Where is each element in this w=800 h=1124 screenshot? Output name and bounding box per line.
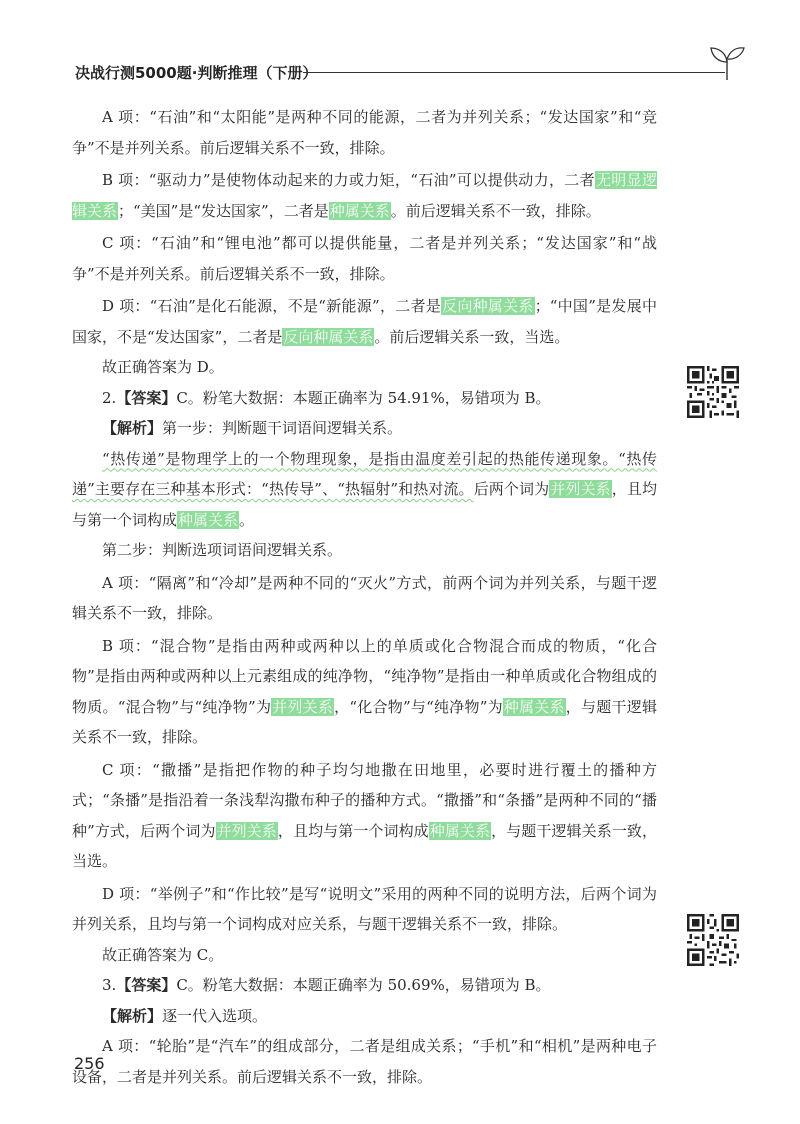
answer-label: 【答案】 xyxy=(116,388,177,407)
page-number: 256 xyxy=(74,1054,105,1073)
highlight-mark: 种属关系 xyxy=(429,821,491,840)
paragraph-2: D 项：“石油”是化石能源，不是“新能源”，二者是反向种属关系；“中国”是发展中国家，不是“发达国家”，二者是反向种属关系。前后逻辑关系一致，当选。 xyxy=(72,297,657,346)
analysis-label: 【解析】 xyxy=(102,419,163,437)
highlight-mark: 种属关系 xyxy=(329,201,390,220)
paragraph-2: A 项：“隔离”和“冷却”是两种不同的“灭火”方式，前两个词为并列关系，与题干逻辑关系不一致，排除。 xyxy=(72,573,657,622)
highlight-mark: 反向种属关系 xyxy=(442,297,534,315)
paragraph-2: B 项：“驱动力”是使物体动起来的力或力矩，“石油”可以提供动力，二者无明显逻辑关系；“美国”是“发达国家”，二者是种属关系。前后逻辑关系不一致，排除。 xyxy=(72,171,657,220)
paragraph-2: A 项：“石油”和“太阳能”是两种不同的能源，二者为并列关系；“发达国家”和“竞争”不是并列关系。前后逻辑关系不一致，排除。 xyxy=(72,108,657,157)
paragraph-2: “热传递”是物理学上的一个物理现象，是指由温度差引起的热能传递现象。“热传递”主要存在三种基本形式：“热传导”、“热辐射”和热对流。后两个词为并列关系，且均与第一个词构成种属关系。 xyxy=(72,449,657,529)
paragraph-2: D 项：“举例子”和“作比较”是写“说明文”采用的两种不同的说明方法，后两个词为并列关系，且均与第一个词构成对应关系，与题干逻辑关系不一致，排除。 xyxy=(72,884,657,933)
running-header xyxy=(75,60,735,90)
answer-label: 【答案】 xyxy=(116,976,177,994)
highlight-mark: 种属关系 xyxy=(503,697,565,716)
paragraph-2: B 项：“混合物”是指由两种或两种以上的单质或化合物混合而成的物质，“化合物”是指由两种或两种以上元素组成的纯净物，“纯净物”是指由一种单质或化合物组成的物质。“混合物”与“纯净物”为并列关系，“化合物”与“纯净物”为种属关系，与题干逻辑关系不一致，排除。 xyxy=(72,636,657,746)
paragraph-2: 2.【答案】C。粉笔大数据：本题正确率为 54.91%，易错项为 B。 xyxy=(102,388,551,407)
paragraph-2: 【解析】第一步：判断题干词语间逻辑关系。 xyxy=(102,419,403,437)
qr-code-icon[interactable] xyxy=(687,914,739,966)
answer-explanation-body xyxy=(72,102,657,1092)
highlight-mark: 无明显逻辑关系 xyxy=(72,171,657,220)
highlight-mark: 反向种属关系 xyxy=(283,327,374,346)
paragraph-2: C 项：“撒播”是指把作物的种子均匀地撒在田地里，必要时进行覆土的播种方式；“条播”是指沿着一条浅犁沟撒布种子的播种方式。“撒播”和“条播”是两种不同的“播种”方式，后两个词为并列关系，且均与第一个词构成种属关系，与题干逻辑关系一致，当选。 xyxy=(72,760,657,870)
paragraph-2: 第二步：判断选项词语间逻辑关系。 xyxy=(102,541,343,559)
header-rule xyxy=(303,72,725,73)
paragraph-2: 故正确答案为 C。 xyxy=(102,945,224,964)
qr-code-icon[interactable] xyxy=(687,366,739,418)
highlight-mark: 并列关系 xyxy=(216,821,277,840)
analysis-label: 【解析】 xyxy=(102,1006,163,1025)
paragraph-2: A 项：“轮胎”是“汽车”的组成部分，二者是组成关系；“手机”和“相机”是两种电子设备，二者是并列关系。前后逻辑关系不一致，排除。 xyxy=(72,1037,657,1086)
highlight-mark: 并列关系 xyxy=(272,697,334,716)
paragraph-2: 3.【答案】C。粉笔大数据：本题正确率为 50.69%，易错项为 B。 xyxy=(102,976,551,994)
highlight-mark: 种属关系 xyxy=(178,510,239,529)
paragraph-2: 【解析】逐一代入选项。 xyxy=(102,1006,268,1025)
wavy-underline-mark: “热传递”是物理学上的一个物理现象，是指由温度差引起的热能传递现象。“热传递”主要存在三种基本形式：“热传导”、“热辐射”和热对流。 xyxy=(72,449,657,498)
paragraph-2: C 项：“石油”和“锂电池”都可以提供能量，二者是并列关系；“发达国家”和“战争”不是并列关系。前后逻辑关系不一致，排除。 xyxy=(72,234,657,283)
sprout-icon xyxy=(708,42,746,82)
book-title: 决战行测5000题·判断推理（下册） xyxy=(75,64,318,82)
paragraph-2: 故正确答案为 D。 xyxy=(102,358,224,376)
highlight-mark: 并列关系 xyxy=(550,480,611,498)
